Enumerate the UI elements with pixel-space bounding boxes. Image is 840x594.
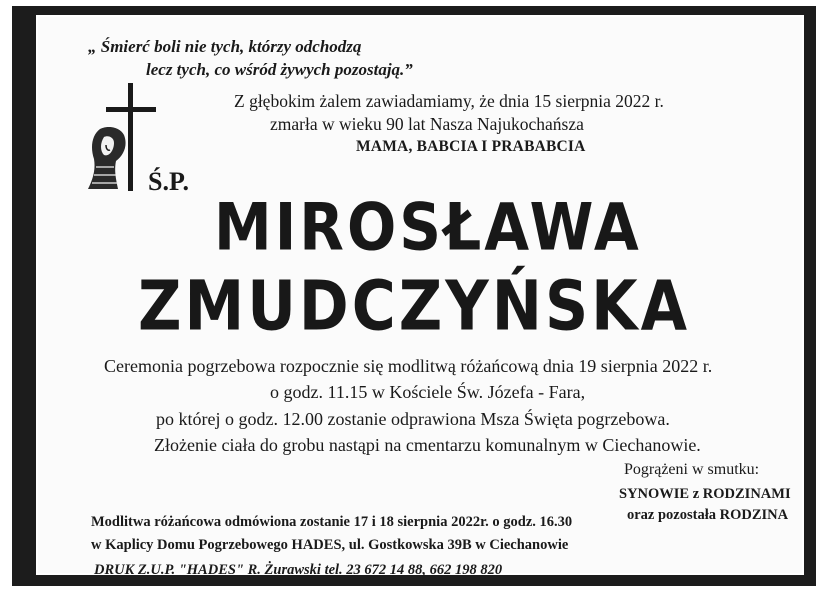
ceremony-line-1: Ceremonia pogrzebowa rozpocznie się modlitwą różańcową dnia 19 sierpnia 2022 r. bbox=[104, 356, 713, 376]
deceased-last-name: ZMUDCZYŃSKA bbox=[138, 267, 691, 347]
prayer-info-line-2: w Kaplicy Domu Pogrzebowego HADES, ul. Gostkowska 39B w Ciechanowie bbox=[91, 537, 569, 553]
quote-line-1: „ Śmierć boli nie tych, którzy odchodzą bbox=[88, 37, 362, 56]
ceremony-line-2: o godz. 11.15 w Kościele Św. Józefa - Fara, bbox=[270, 382, 586, 402]
announcement-line-1: Z głębokim żalem zawiadamiamy, że dnia 15 sierpnia 2022 r. bbox=[234, 91, 664, 111]
announcement-line-2: zmarła w wieku 90 lat Nasza Najukochańsza bbox=[270, 114, 584, 134]
family-relation: MAMA, BABCIA I PRABABCIA bbox=[356, 138, 586, 155]
ceremony-line-3: po której o godz. 12.00 zostanie odprawiona Msza Święta pogrzebowa. bbox=[156, 409, 670, 429]
printer-credit: DRUK Z.U.P. "HADES" R. Żurawski tel. 23 672 14 88, 662 198 820 bbox=[94, 562, 503, 578]
obituary-card bbox=[36, 15, 804, 578]
mourners-line-1: SYNOWIE z RODZINAMI bbox=[619, 486, 791, 502]
ceremony-line-4: Złożenie ciała do grobu nastąpi na cmentarzu komunalnym w Ciechanowie. bbox=[154, 435, 701, 455]
mourners-intro: Pogrążeni w smutku: bbox=[624, 461, 760, 478]
deceased-prefix: Ś.P. bbox=[148, 167, 189, 196]
prayer-info-line-1: Modlitwa różańcowa odmówiona zostanie 17 i 18 sierpnia 2022r. o godz. 16.30 bbox=[91, 514, 573, 530]
quote-line-2: lecz tych, co wśród żywych pozostają.” bbox=[146, 60, 413, 79]
mourners-line-2: oraz pozostała RODZINA bbox=[627, 507, 789, 523]
deceased-first-name: MIROSŁAWA bbox=[214, 189, 642, 266]
